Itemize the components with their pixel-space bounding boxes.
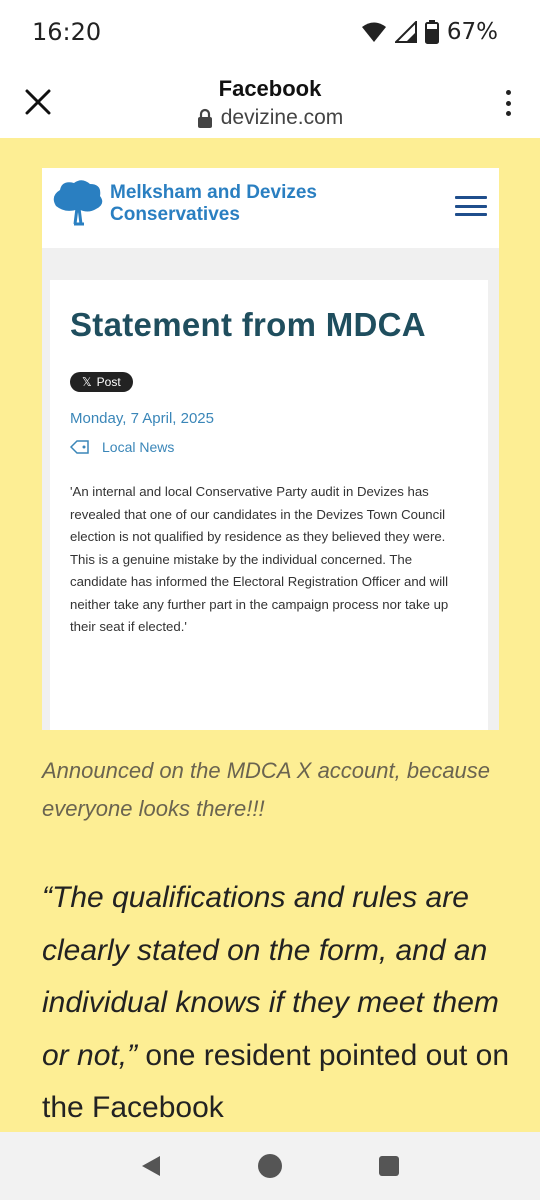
resident-quote: “The qualifications and rules are clearly stated on the form, and an individual knows if they meet them or not,” xyxy=(42,881,499,1072)
article-content[interactable] xyxy=(0,138,540,1132)
article-date: Monday, 7 April, 2025 xyxy=(70,410,214,427)
x-post-badge: 𝕏 Post xyxy=(70,372,133,392)
article-card xyxy=(50,280,488,730)
status-time: 16:20 xyxy=(32,18,102,46)
more-vert-icon xyxy=(506,90,511,95)
image-caption: Announced on the MDCA X account, because everyone looks there!!! xyxy=(42,758,491,821)
x-logo-icon: 𝕏 xyxy=(82,375,92,389)
tree-logo-icon xyxy=(48,178,106,226)
status-bar xyxy=(0,0,540,64)
article-paragraph xyxy=(42,872,512,1132)
site-name: Melksham and Devizes Conservatives xyxy=(110,182,317,225)
battery-icon xyxy=(425,20,439,44)
battery-percent: 67% xyxy=(446,19,498,45)
article-category: Local News xyxy=(70,439,468,455)
browser-title: Facebook xyxy=(218,76,322,101)
wifi-icon xyxy=(361,21,387,43)
browser-toolbar xyxy=(0,64,540,138)
home-icon[interactable] xyxy=(257,1153,283,1179)
paragraph-text: one resident pointed out on the Facebook xyxy=(42,1038,509,1124)
status-icons xyxy=(361,19,498,45)
lock-icon xyxy=(197,108,213,128)
browser-url[interactable] xyxy=(0,106,540,130)
back-icon[interactable] xyxy=(140,1154,162,1178)
embedded-screenshot xyxy=(42,168,499,730)
more-options-button[interactable] xyxy=(502,90,514,116)
url-text: devizine.com xyxy=(220,106,344,129)
site-header xyxy=(42,168,499,248)
article-body: 'An internal and local Conservative Party audit in Devizes has revealed that one of our candidates in the Devizes Town Council election is not qualified by residence as they believed they were. This is a genuine mistake by the individual concerned. The candidate has informed the Electoral Registration Officer and will neither take any further part in the campaign process nor take up their seat if elected.' xyxy=(70,484,449,634)
article-title: Statement from MDCA xyxy=(70,306,426,343)
hamburger-menu-icon xyxy=(455,196,487,216)
android-nav-bar xyxy=(0,1132,540,1200)
signal-icon xyxy=(395,21,417,43)
tag-icon xyxy=(70,439,90,455)
recents-icon[interactable] xyxy=(378,1155,400,1177)
